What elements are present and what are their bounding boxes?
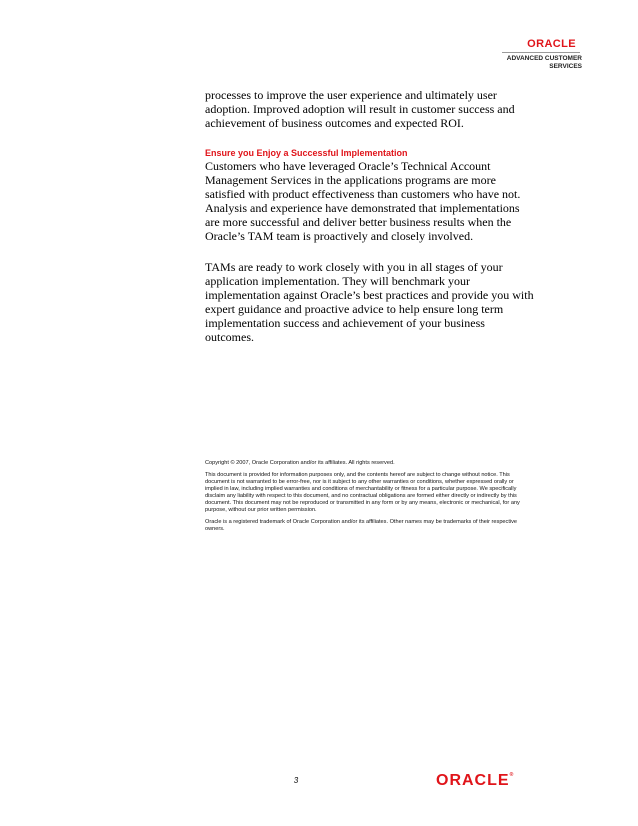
- header-subtitle: [502, 55, 582, 71]
- body-paragraph-2: Customers who have leveraged Oracle’s Technical Account Management Services in the applications programs are more satisfied with product effectiveness than customers who have not. Analysis and experience have demonstrated that implementations are more successful and deliver better business results when the Oracle’s TAM team is proactively and closely involved.: [205, 159, 521, 243]
- body-paragraph-1: processes to improve the user experience and ultimately user adoption. Improved adoption will result in customer success and achievement of business outcomes and expected ROI.: [205, 88, 515, 130]
- header-divider: [502, 52, 580, 53]
- legal-notice: [205, 460, 530, 538]
- page-number: 3: [293, 776, 299, 785]
- header-brand-text: ORACLE: [527, 38, 576, 50]
- registered-mark: ®: [509, 772, 514, 778]
- header-subtitle-line2: SERVICES: [549, 63, 582, 70]
- disclaimer-text: This document is provided for information purposes only, and the contents hereof are subject to change without notice. This document is not warranted to be error-free, nor is it subject to any other warranties or conditions, whether expressed orally or implied in law, including implied warranties and conditions of merchantability or fitness for a particular purpose. We specifically disclaim any liability with respect to this document, and no contractual obligations are formed either directly or indirectly by this document. This document may not be reproduced or transmitted in any form or by any means, electronic or mechanical, for any purpose, without our prior written permission.: [205, 472, 520, 513]
- header-subtitle-line1: ADVANCED CUSTOMER: [506, 55, 582, 62]
- header-oracle-logo: [514, 38, 576, 50]
- copyright-text: Copyright © 2007, Oracle Corporation and/or its affiliates. All rights reserved.: [205, 460, 395, 466]
- section-heading: Ensure you Enjoy a Successful Implementation: [205, 148, 408, 158]
- document-body: [205, 88, 535, 361]
- trademark-text: Oracle is a registered trademark of Oracle Corporation and/or its affiliates. Other names may be trademarks of their respective owners.: [205, 519, 518, 532]
- footer-brand-text: ORACLE: [436, 772, 510, 789]
- body-paragraph-3: TAMs are ready to work closely with you in all stages of your application implementation. They will benchmark your implementation against Oracle’s best practices and provide you with expert guidance and proactive advice to help ensure long term implementation success and achievement of your business outcomes.: [205, 260, 534, 344]
- footer-oracle-logo: [436, 772, 513, 790]
